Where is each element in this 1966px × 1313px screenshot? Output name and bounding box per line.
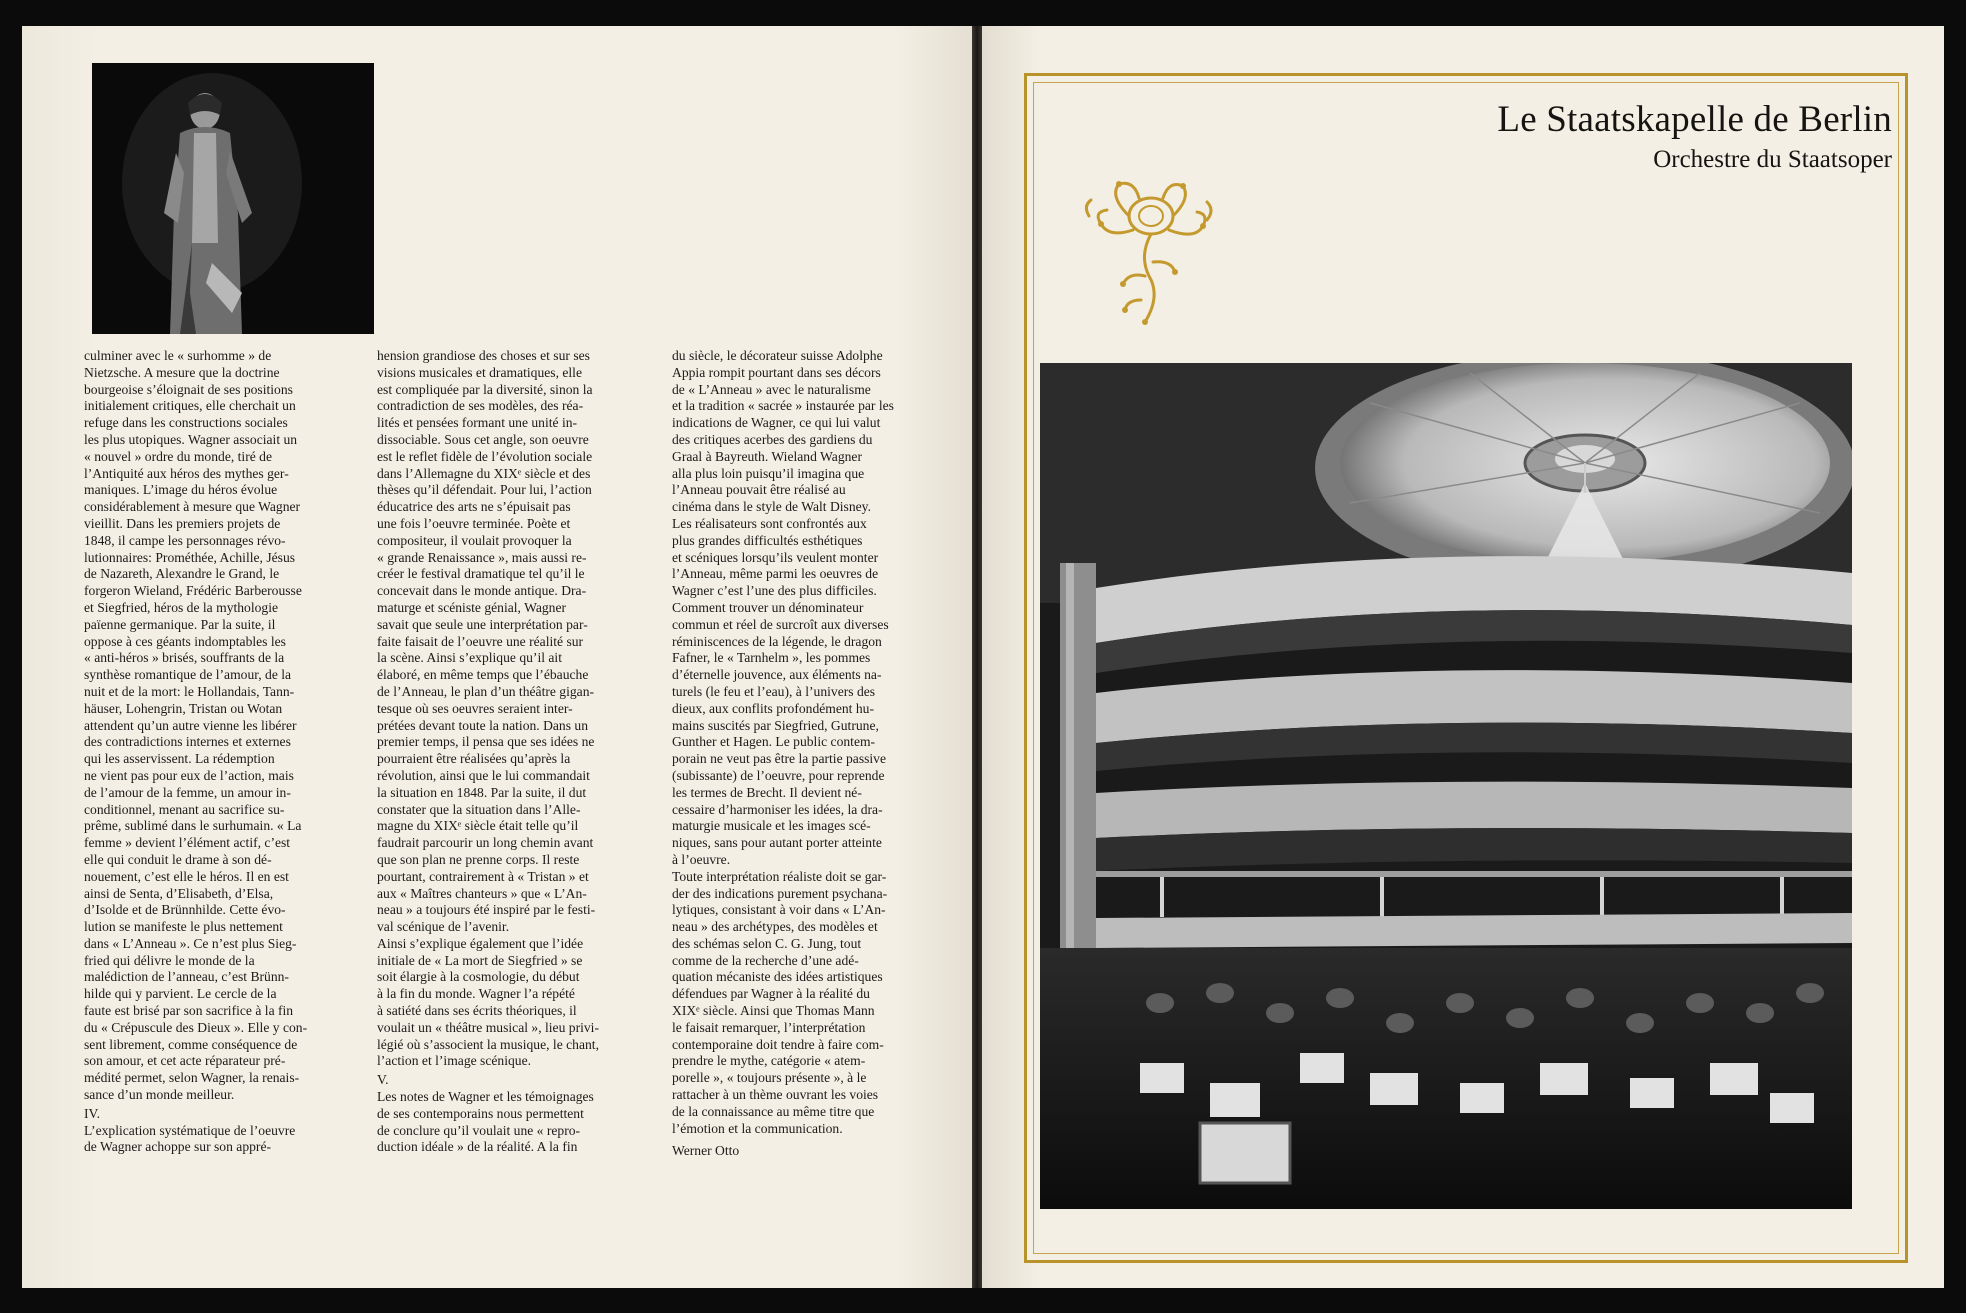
right-page [982,26,1944,1288]
section-heading-v: V. [377,1072,389,1088]
rococo-ornament-icon [1079,176,1217,326]
booklet-spread [22,26,1944,1288]
text-column-3 [672,348,958,1160]
author-signature: Werner Otto [672,1143,740,1159]
paragraph: L’explication systématique de l’oeuvre de Wagner achoppe sur son appré- [84,1122,296,1155]
paragraph: Les notes de Wagner et les témoignages de ses contemporains nous permettent de conclure qu’il voulait une « repro- duction idéale » de la réalité. A la fin [377,1089,594,1155]
page-subtitle: Orchestre du Staatsoper [1653,146,1892,173]
section-heading-iv: IV. [84,1105,100,1121]
text-column-2 [377,348,665,1156]
left-page [22,26,972,1288]
opera-house-photo [1040,363,1852,1209]
binding-gutter [972,26,982,1288]
text-column-1 [84,348,370,1156]
page-title: Le Staatskapelle de Berlin [1497,99,1892,140]
paragraph: du siècle, le décorateur suisse Adolphe Appia rompit pourtant dans ses décors de « L’Anneau » avec le naturalisme et la tradition « sacrée » instaurée par les indications de Wagner, ce qui lui valut des critiques acerbes des gardiens du Graal à Bayreuth. Wieland Wagner alla plus loin puisqu’il imagina que l’Anneau pouvait être réalisé au cinéma dans le style de Walt Disney. Les réalisateurs sont confrontés aux plus grandes difficultés esthétiques et scéniques lorsqu’ils veulent monter l’Anneau, même parmi les oeuvres de Wagner c’est l’une des plus difficiles. Comment trouver un dénominateur commun et réel de surcroît aux diverses réminiscences de la légende, le dragon Fafner, le « Tarnhelm », les pommes d’éternelle jouvence, aux éléments na- turels (le feu et l’eau), à l’univers des dieux, aux conflits profondément hu- mains suscités par Siegfried, Gutrune, Gunther et Hagen. Le public contem- porain ne veut pas être la partie passive (subissante) de l’oeuvre, pour reprende les termes de Brecht. Il devient né- cessaire d’harmoniser les idées, la dra- maturgie musicale et les images scé- niques, sans pour autant porter atteinte à l’oeuvre. Toute interprétation réaliste doit se gar- der des indications purement psychana- lytiques, consistant à voir dans « L’An- neau » des archétypes, des modèles et des schémas selon C. G. Jung, tout comme de la recherche d’une adé- quation mécaniste des idées artistiques défendues par Wagner à la réalité du XIXᵉ siècle. Ainsi que Thomas Mann le faisait remarquer, l’interprétation contemporaine doit tendre à faire com- prendre le mythe, catégorie « atem- porelle », « toujours présente », à le rattacher à un thème ouvrant les voies de la connaissance au même titre que l’émotion et la communication. [672,348,894,1136]
paragraph: culminer avec le « surhomme » de Nietzsche. A mesure que la doctrine bourgeoise s’éloignait de ses positions initialement critiques, elle cherchait un refuge dans les constructions sociales les plus utopiques. Wagner associait un « nouvel » ordre du monde, tiré de l’Antiquité aux héros des mythes ger- maniques. L’image du héros évolue considérablement à mesure que Wagner vieillit. Dans les premiers projets de 1848, il campe les personnages révo- lutionnaires: Prométhée, Achille, Jésus de Nazareth, Alexandre le Grand, le forgeron Wieland, Frédéric Barberousse et Siegfried, héros de la mythologie païenne germanique. Par la suite, il oppose à ces géants indomptables les « anti-héros » brisés, souffrants de la synthèse romantique de l’amour, de la nuit et de la mort: le Hollandais, Tann- häuser, Lohengrin, Tristan ou Wotan attendent qu’un autre vienne les libérer des contradictions internes et externes qui les asservissent. La rédemption ne vient pas pour eux de l’action, mais de l’amour de la femme, un amour in- conditionnel, menant au sacrifice su- prême, sublimé dans le surhumain. « La femme » devient l’élément actif, c’est elle qui conduit le drame à son dé- nouement, c’est elle le héros. Il en est ainsi de Senta, d’Elisabeth, d’Elsa, d’Isolde et de Brünnhilde. Cette évo- lution se manifeste le plus nettement dans « L’Anneau ». Ce n’est plus Sieg- fried qui délivre le monde de la malédiction de l’anneau, c’est Brünn- hilde qui y parvient. Le cercle de la faute est brisé par son sacrifice à la fin du « Crépuscule des Dieux ». Elle y con- sent librement, comme conséquence de son amour, et cet acte réparateur pré- médité permet, selon Wagner, la renais- sance d’un monde meilleur. [84,348,308,1103]
paragraph: hension grandiose des choses et sur ses visions musicales et dramatiques, elle est compliquée par la diversité, sinon la contradiction de ses modèles, des réa- lités et pensées formant une unité in- dissociable. Sous cet angle, son oeuvre est le reflet fidèle de l’évolution sociale dans l’Allemagne du XIXᵉ siècle et des thèses qu’il défendait. Pour lui, l’action éducatrice des arts ne s’épuisait pas une fois l’oeuvre terminée. Poète et compositeur, il voulait provoquer la « grande Renaissance », mais aussi re- créer le festival dramatique tel qu’il le concevait dans le monde antique. Dra- maturge et scéniste génial, Wagner savait que seule une interprétation par- faite faisait de l’oeuvre une réalité sur la scène. Ainsi s’explique qu’il ait élaboré, en même temps que l’ébauche de l’Anneau, le plan d’un théâtre gigan- tesque où ses oeuvres seraient inter- prétées devant toute la nation. Dans un premier temps, il pensa que ses idées ne pourraient être réalisées qu’après la révolution, ainsi que le lui commandait la situation en 1848. Par la suite, il dut constater que la situation dans l’Alle- magne du XIXᵉ siècle était telle qu’il faudrait parcourir un long chemin avant que son plan ne prenne corps. Il reste pourtant, contrairement à « Tristan » et aux « Maîtres chanteurs » que « L’An- neau » a toujours été inspiré par le festi- val scénique de l’avenir. Ainsi s’explique également que l’idée initiale de « La mort de Siegfried » se soit élargie à la cosmologie, du début à la fin du monde. Wagner l’a répété à satiété dans ses écrits théoriques, il voulait un « théâtre musical », lieu privi- légié où s’associent la musique, le chant, l’action et l’image scénique. [377,348,599,1069]
singer-portrait-photo [92,63,374,334]
